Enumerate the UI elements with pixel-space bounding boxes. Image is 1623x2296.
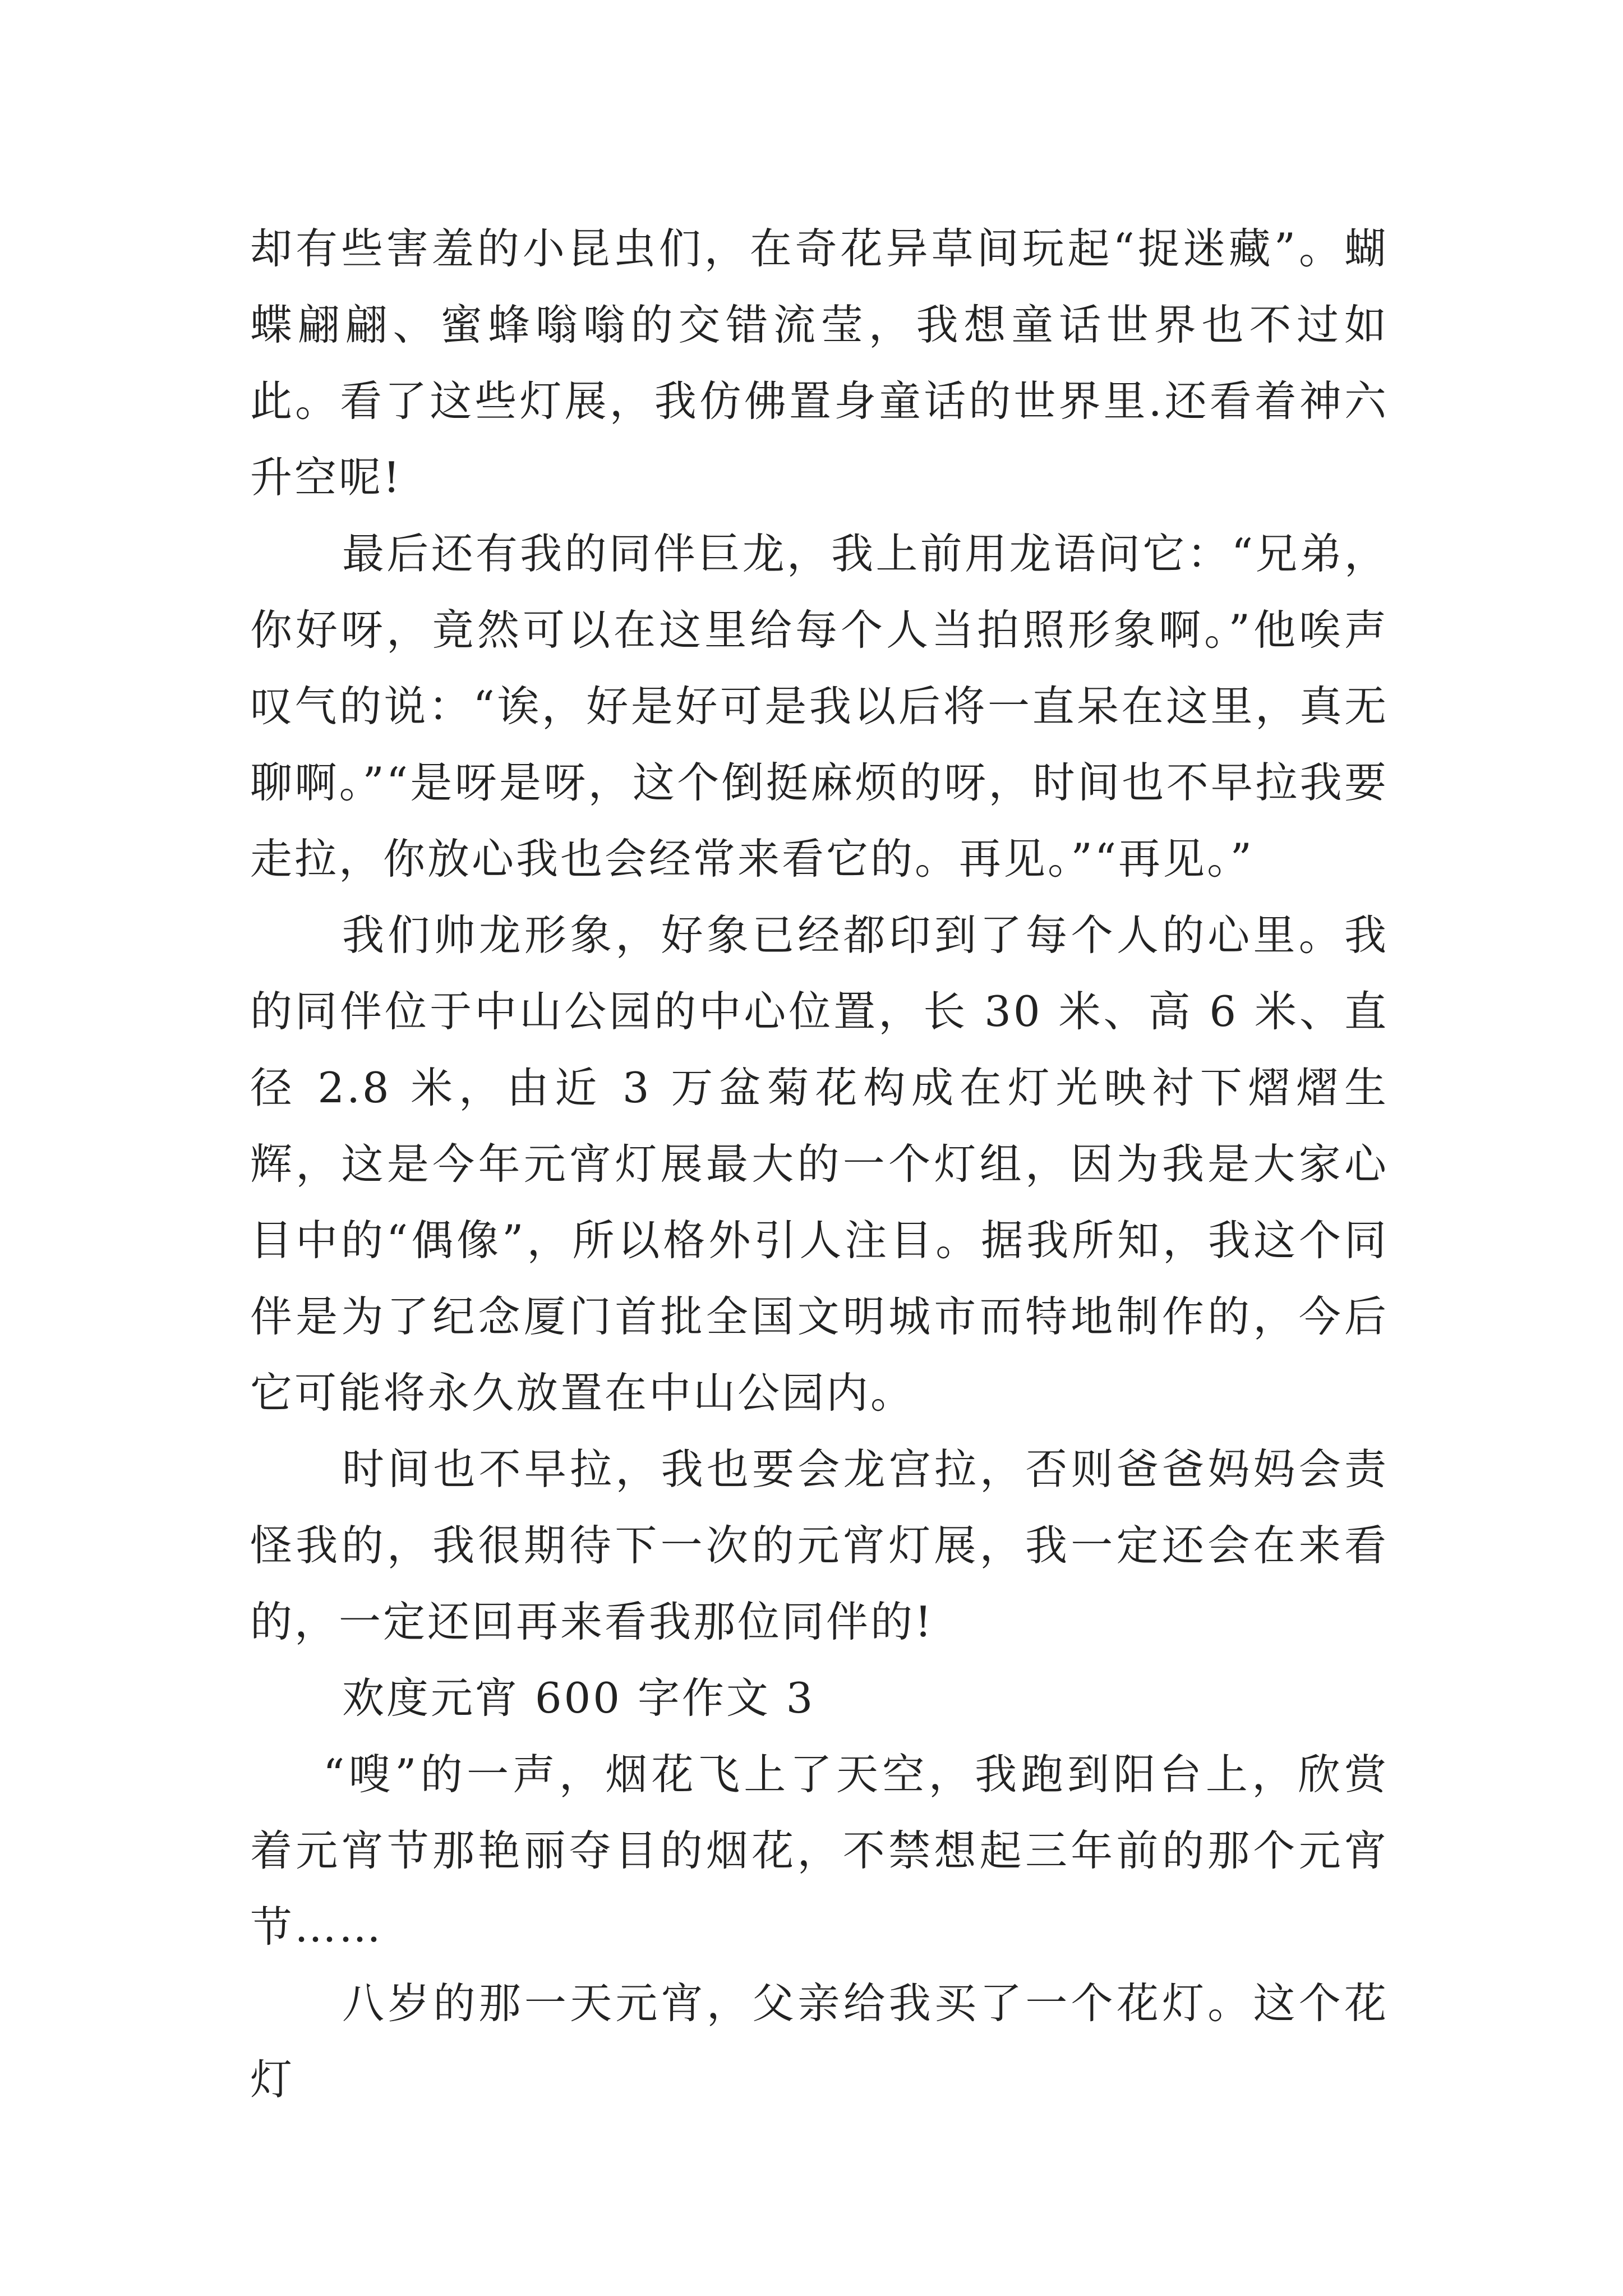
paragraph: 我们帅龙形象，好象已经都印到了每个人的心里。我的同伴位于中山公园的中心位置，长 30 米、高 6 米、直径 2.8 米，由近 3 万盆菊花构成在灯光映衬下熠熠生辉，这是今年元宵灯展最大的一个灯组，因为我是大家心目中的“偶像”，所以格外引人注目。据我所知，我这个同伴是为了纪念厦门首批全国文明城市而特地制作的，今后它可能将永久放置在中山公园内。 xyxy=(250,910,1389,1418)
paragraph: “嗖”的一声，烟花飞上了天空，我跑到阳台上，欣赏着元宵节那艳丽夺目的烟花，不禁想起三年前的那个元宵节…… xyxy=(250,1750,1389,1952)
paragraph: 时间也不早拉，我也要会龙宫拉，否则爸爸妈妈会责怪我的，我很期待下一次的元宵灯展，我一定还会在来看的，一定还回再来看我那位同伴的! xyxy=(250,1444,1389,1646)
paragraph: 最后还有我的同伴巨龙，我上前用龙语问它：“兄弟，你好呀，竟然可以在这里给每个人当拍照形象啊。”他唉声叹气的说：“诶，好是好可是我以后将一直呆在这里，真无聊啊。”“是呀是呀，这个倒挺麻烦的呀，时间也不早拉我要走拉，你放心我也会经常来看它的。再见。”“再见。” xyxy=(250,529,1389,884)
section-heading: 欢度元宵 600 字作文 3 xyxy=(342,1673,815,1723)
document-body xyxy=(250,210,1389,2118)
paragraph: 八岁的那一天元宵，父亲给我买了一个花灯。这个花灯 xyxy=(250,1978,1389,2104)
paragraph: 却有些害羞的小昆虫们，在奇花异草间玩起“捉迷藏”。蝴蝶翩翩、蜜蜂嗡嗡的交错流莹，我想童话世界也不过如此。看了这些灯展，我仿佛置身童话的世界里.还看着神六升空呢! xyxy=(250,224,1389,502)
